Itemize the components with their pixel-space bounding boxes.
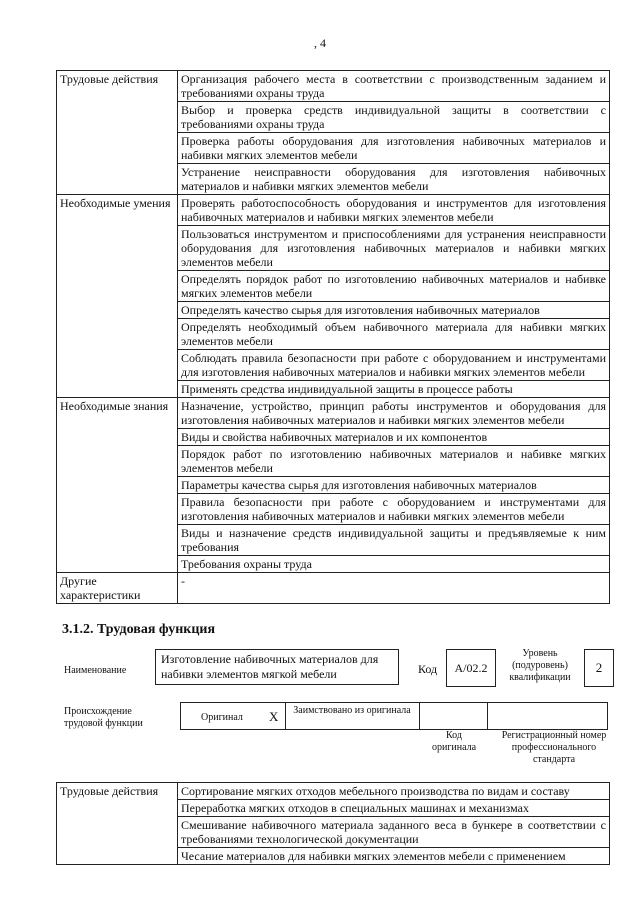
- table-cell: Проверять работоспособность оборудования и инструментов для изготовления набивочных материалов и набивки мягких элементов мебели: [178, 195, 610, 226]
- table-cell: Пользоваться инструментом и приспособлениями для устранения неисправности оборудования для изготовления набивочных материалов и набивки мягких элементов мебели: [178, 226, 610, 271]
- row-group-label: Необходимые умения: [57, 195, 178, 398]
- origin-label: Происхождение трудовой функции: [64, 706, 143, 729]
- competency-table-body: [57, 71, 610, 604]
- table-row: [57, 783, 610, 800]
- row-group-label: Необходимые знания: [57, 398, 178, 573]
- table-cell: Порядок работ по изготовлению набивочных материалов и набивке мягких элементов мебели: [178, 446, 610, 477]
- table-cell: Назначение, устройство, принцип работы инструментов и оборудования для изготовления набивочных материалов и набивки мягких элементов мебели: [178, 398, 610, 429]
- code-value: А/02.2: [454, 661, 488, 675]
- table-cell: Выбор и проверка средств индивидуальной защиты в соответствии с требованиями охраны труда: [178, 102, 610, 133]
- code-label: Код: [418, 662, 438, 676]
- name-label: Наименование: [64, 665, 127, 676]
- table-cell: Смешивание набивочного материала заданного веса в бункере в соответствии с требованиями технологической документации: [178, 817, 610, 848]
- borrowed-label: Заимствовано из оригинала: [293, 705, 411, 716]
- origin-divider-3: [487, 703, 488, 729]
- table-cell: Соблюдать правила безопасности при работе с оборудованием и инструментами для изготовления набивочных материалов и набивки мягких элементов мебели: [178, 350, 610, 381]
- table-cell: Применять средства индивидуальной защиты в процессе работы: [178, 381, 610, 398]
- level-value: 2: [595, 660, 603, 675]
- row-group-label: Трудовые действия: [57, 783, 178, 865]
- code-box: [446, 649, 496, 687]
- table-cell: Определять качество сырья для изготовления набивочных материалов: [178, 302, 610, 319]
- origin-divider-2: [419, 703, 420, 729]
- level-box: [584, 649, 614, 687]
- table-cell: Определять порядок работ по изготовлению набивочных материалов и набивке мягких элементов мебели: [178, 271, 610, 302]
- original-mark: X: [269, 709, 279, 724]
- labor-actions-table: [56, 782, 610, 865]
- level-label: Уровень (подуровень) квалификации: [509, 648, 571, 683]
- table-cell: Виды и назначение средств индивидуальной защиты и предъявляемые к ним требования: [178, 525, 610, 556]
- reg-number-label: Регистрационный номер профессионального стандарта: [501, 730, 607, 765]
- table-cell: Устранение неисправности оборудования для изготовления набивочных материалов и набивки мягких элементов мебели: [178, 164, 610, 195]
- origin-divider-1: [285, 703, 286, 729]
- function-name-value: Изготовление набивочных материалов для набивки элементов мягкой мебели: [161, 652, 379, 681]
- section-title: 3.1.2. Трудовая функция: [62, 622, 216, 637]
- page-number: [0, 36, 640, 51]
- table-cell: Параметры качества сырья для изготовления набивочных материалов: [178, 477, 610, 494]
- page-mark: ,: [314, 36, 317, 50]
- table-cell: Проверка работы оборудования для изготовления набивочных материалов и набивки мягких элементов мебели: [178, 133, 610, 164]
- table-row: [57, 573, 610, 604]
- original-label: Оригинал: [201, 712, 243, 723]
- table-cell: Требования охраны труда: [178, 556, 610, 573]
- table-cell: Переработка мягких отходов в специальных машинах и механизмах: [178, 800, 610, 817]
- page-number-value: 4: [320, 36, 326, 50]
- table-cell: -: [178, 573, 610, 604]
- row-group-label: Трудовые действия: [57, 71, 178, 195]
- table-cell: Виды и свойства набивочных материалов и их компонентов: [178, 429, 610, 446]
- table-row: [57, 71, 610, 102]
- labor-actions-table-body: [57, 783, 610, 865]
- function-name-box: [155, 649, 399, 685]
- table-cell: Определять необходимый объем набивочного материала для набивки мягких элементов мебели: [178, 319, 610, 350]
- original-code-label: Код оригинала: [431, 730, 477, 753]
- competency-table: [56, 70, 610, 604]
- table-cell: Сортирование мягких отходов мебельного производства по видам и составу: [178, 783, 610, 800]
- table-row: [57, 195, 610, 226]
- table-cell: Чесание материалов для набивки мягких элементов мебели с применением: [178, 848, 610, 865]
- row-group-label: Другие характеристики: [57, 573, 178, 604]
- table-cell: Организация рабочего места в соответствии с производственным заданием и требованиями охраны труда: [178, 71, 610, 102]
- origin-grid: [180, 702, 608, 730]
- table-row: [57, 398, 610, 429]
- table-cell: Правила безопасности при работе с оборудованием и инструментами для изготовления набивочных материалов и набивки мягких элементов мебели: [178, 494, 610, 525]
